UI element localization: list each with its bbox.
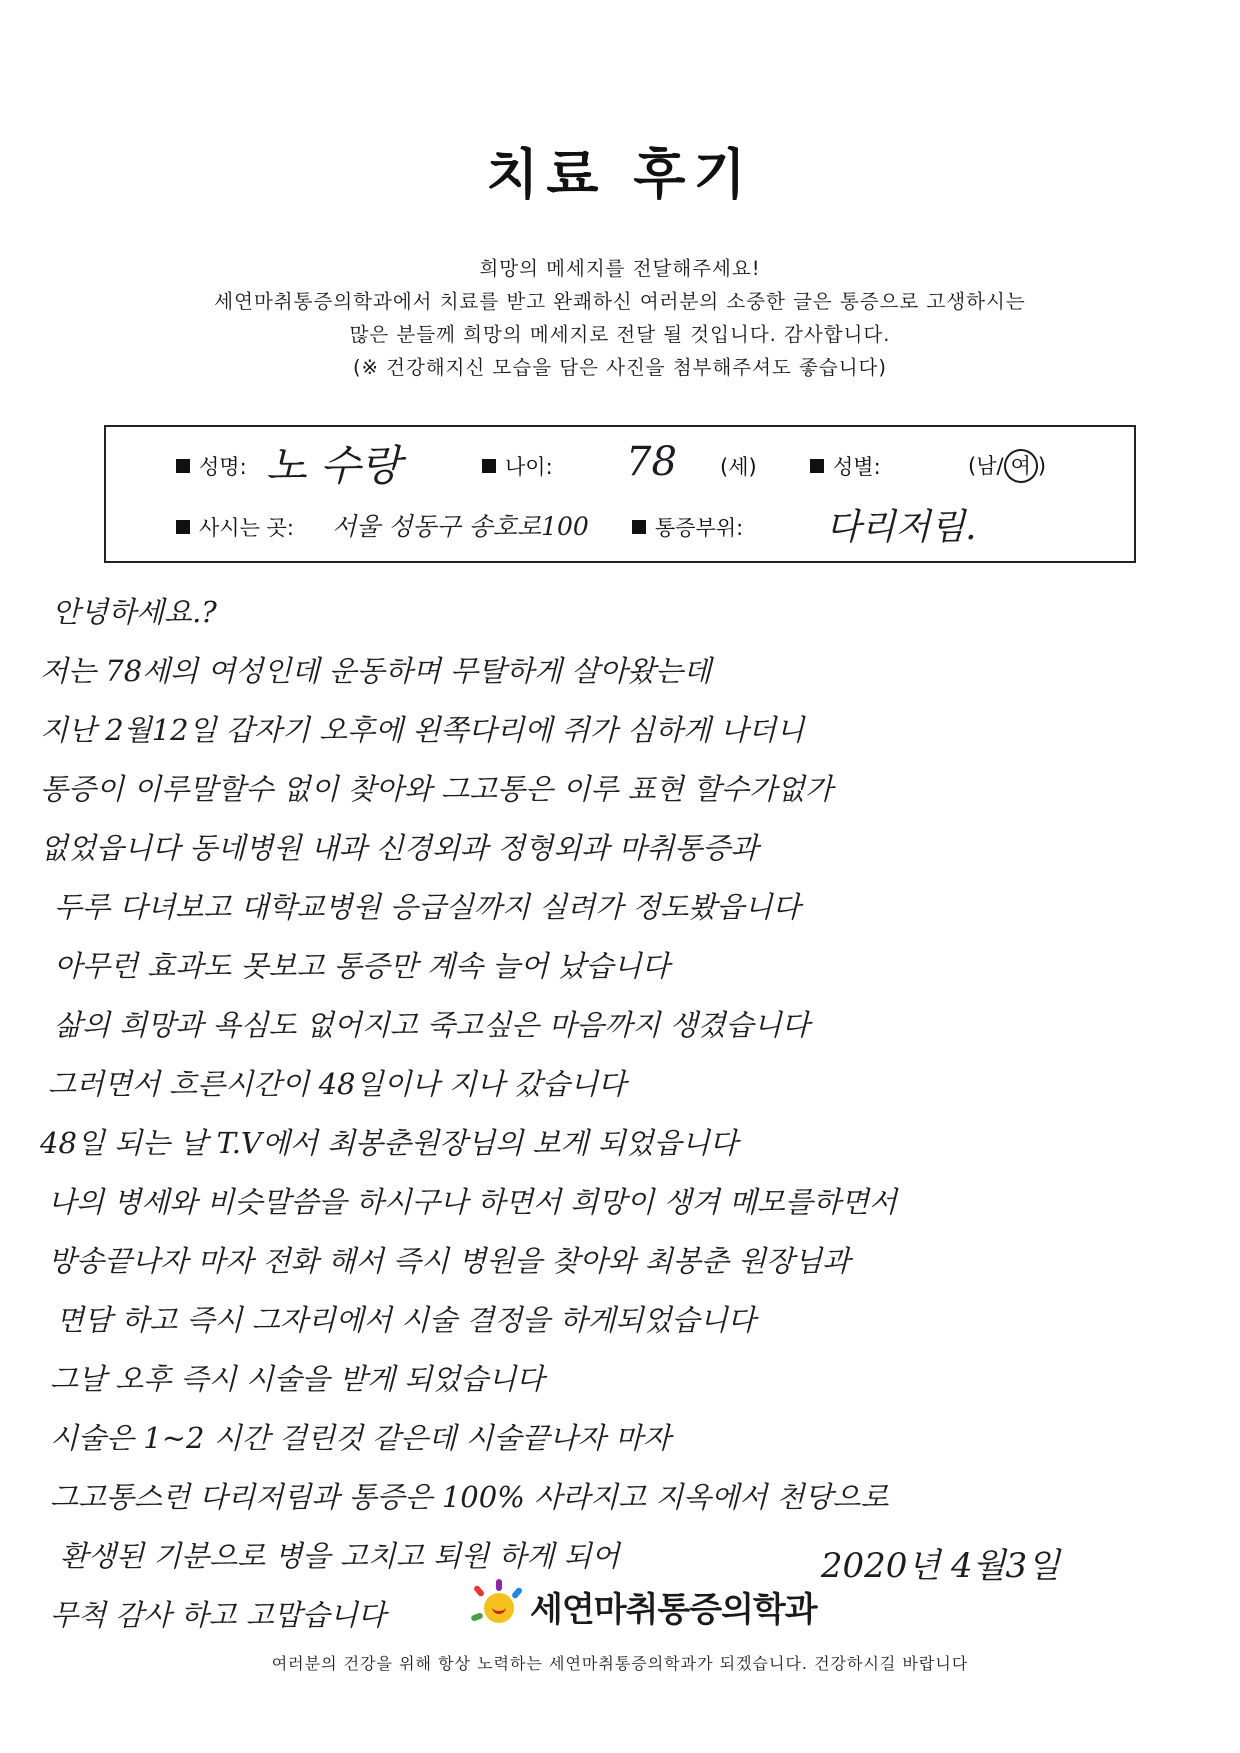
letter-line: 방송끝나자 마자 전화 해서 즉시 병원을 찾아와 최봉춘 원장님과 (48, 1244, 851, 1278)
intro-line-1: 희망의 메세지를 전달해주세요! (479, 257, 761, 280)
clinic-logo-text: 세연마취통증의학과 (530, 1589, 817, 1630)
pain-area-label: 통증부위: (632, 512, 743, 542)
letter-line: 시술은 1~2 시간 걸린것 같은데 시술끝나자 마자 (50, 1421, 671, 1455)
letter-line: 아무런 효과도 못보고 통증만 계속 늘어 났습니다 (54, 949, 670, 983)
letter-line: 환생된 기분으로 병을 고치고 퇴원 하게 되어 (60, 1539, 620, 1573)
letter-date: 2020년 4월3일 (820, 1546, 1060, 1586)
patient-info-box (104, 425, 1136, 563)
pain-area-value: 다리저림. (826, 507, 977, 548)
letter-line: 저는 78세의 여성인데 운동하며 무탈하게 살아왔는데 (40, 654, 712, 688)
gender-options: (남/ 여 ) (968, 449, 1046, 483)
age-label: 나이: (482, 451, 553, 481)
bullet-square-icon (176, 459, 190, 473)
letter-line: 두루 다녀보고 대학교병원 응급실까지 실려가 정도봤읍니다 (54, 890, 801, 924)
intro-text (100, 252, 1140, 384)
clinic-logo (476, 1578, 817, 1634)
letter-line: 그날 오후 즉시 시술을 받게 되었습니다 (50, 1362, 545, 1396)
letter-line: 통증이 이루말할수 없이 찾아와 그고통은 이루 표현 할수가없가 (40, 772, 833, 806)
bullet-square-icon (810, 459, 824, 473)
address-value: 서울 성동구 송호로100 (332, 512, 589, 541)
letter-line: 삶의 희망과 욕심도 없어지고 죽고싶은 마음까지 생겼습니다 (54, 1008, 810, 1042)
address-label: 사시는 곳: (176, 512, 294, 542)
gender-label: 성별: (810, 451, 881, 481)
name-label: 성명: (176, 451, 247, 481)
intro-line-3: 많은 분들께 희망의 메세지로 전달 될 것입니다. 감사합니다. (349, 323, 891, 346)
intro-line-2: 세연마취통증의학과에서 치료를 받고 완쾌하신 여러분의 소중한 글은 통증으로 고생하시는 (214, 290, 1026, 313)
intro-line-4: (※ 건강해지신 모습을 담은 사진을 첨부해주셔도 좋습니다) (353, 356, 887, 379)
bullet-square-icon (176, 520, 190, 534)
letter-line: 48일 되는 날 T.V에서 최봉춘원장님의 보게 되었읍니다 (40, 1126, 738, 1160)
age-value: 78 (626, 439, 677, 485)
letter-line: 안녕하세요.? (52, 595, 217, 629)
gender-selected: 여 (1004, 449, 1038, 483)
page-title: 치료 후기 (486, 143, 754, 206)
footer-text: 여러분의 건강을 위해 항상 노력하는 세연마취통증의학과가 되겠습니다. 건강하시길 바랍니다 (271, 1654, 969, 1673)
bullet-square-icon (632, 520, 646, 534)
age-unit: (세) (720, 455, 757, 479)
letter-line: 지난 2월12일 갑자기 오후에 왼쪽다리에 쥐가 심하게 나더니 (40, 713, 805, 747)
letter-line: 나의 병세와 비슷말씀을 하시구나 하면서 희망이 생겨 메모를하면서 (48, 1185, 897, 1219)
name-value: 노 수랑 (266, 441, 402, 490)
handwritten-letter (40, 583, 1190, 1645)
letter-line: 그러면서 흐른시간이 48일이나 지나 갔습니다 (48, 1067, 627, 1101)
bullet-square-icon (482, 459, 496, 473)
letter-line: 무척 감사 하고 고맙습니다 (50, 1598, 386, 1632)
letter-line: 없었읍니다 동네병원 내과 신경외과 정형외과 마취통증과 (40, 831, 759, 865)
letter-line: 그고통스런 다리저림과 통증은 100% 사라지고 지옥에서 천당으로 (50, 1480, 889, 1514)
smiling-sun-icon (476, 1583, 522, 1629)
letter-line: 면담 하고 즉시 그자리에서 시술 결정을 하게되었습니다 (56, 1303, 756, 1337)
